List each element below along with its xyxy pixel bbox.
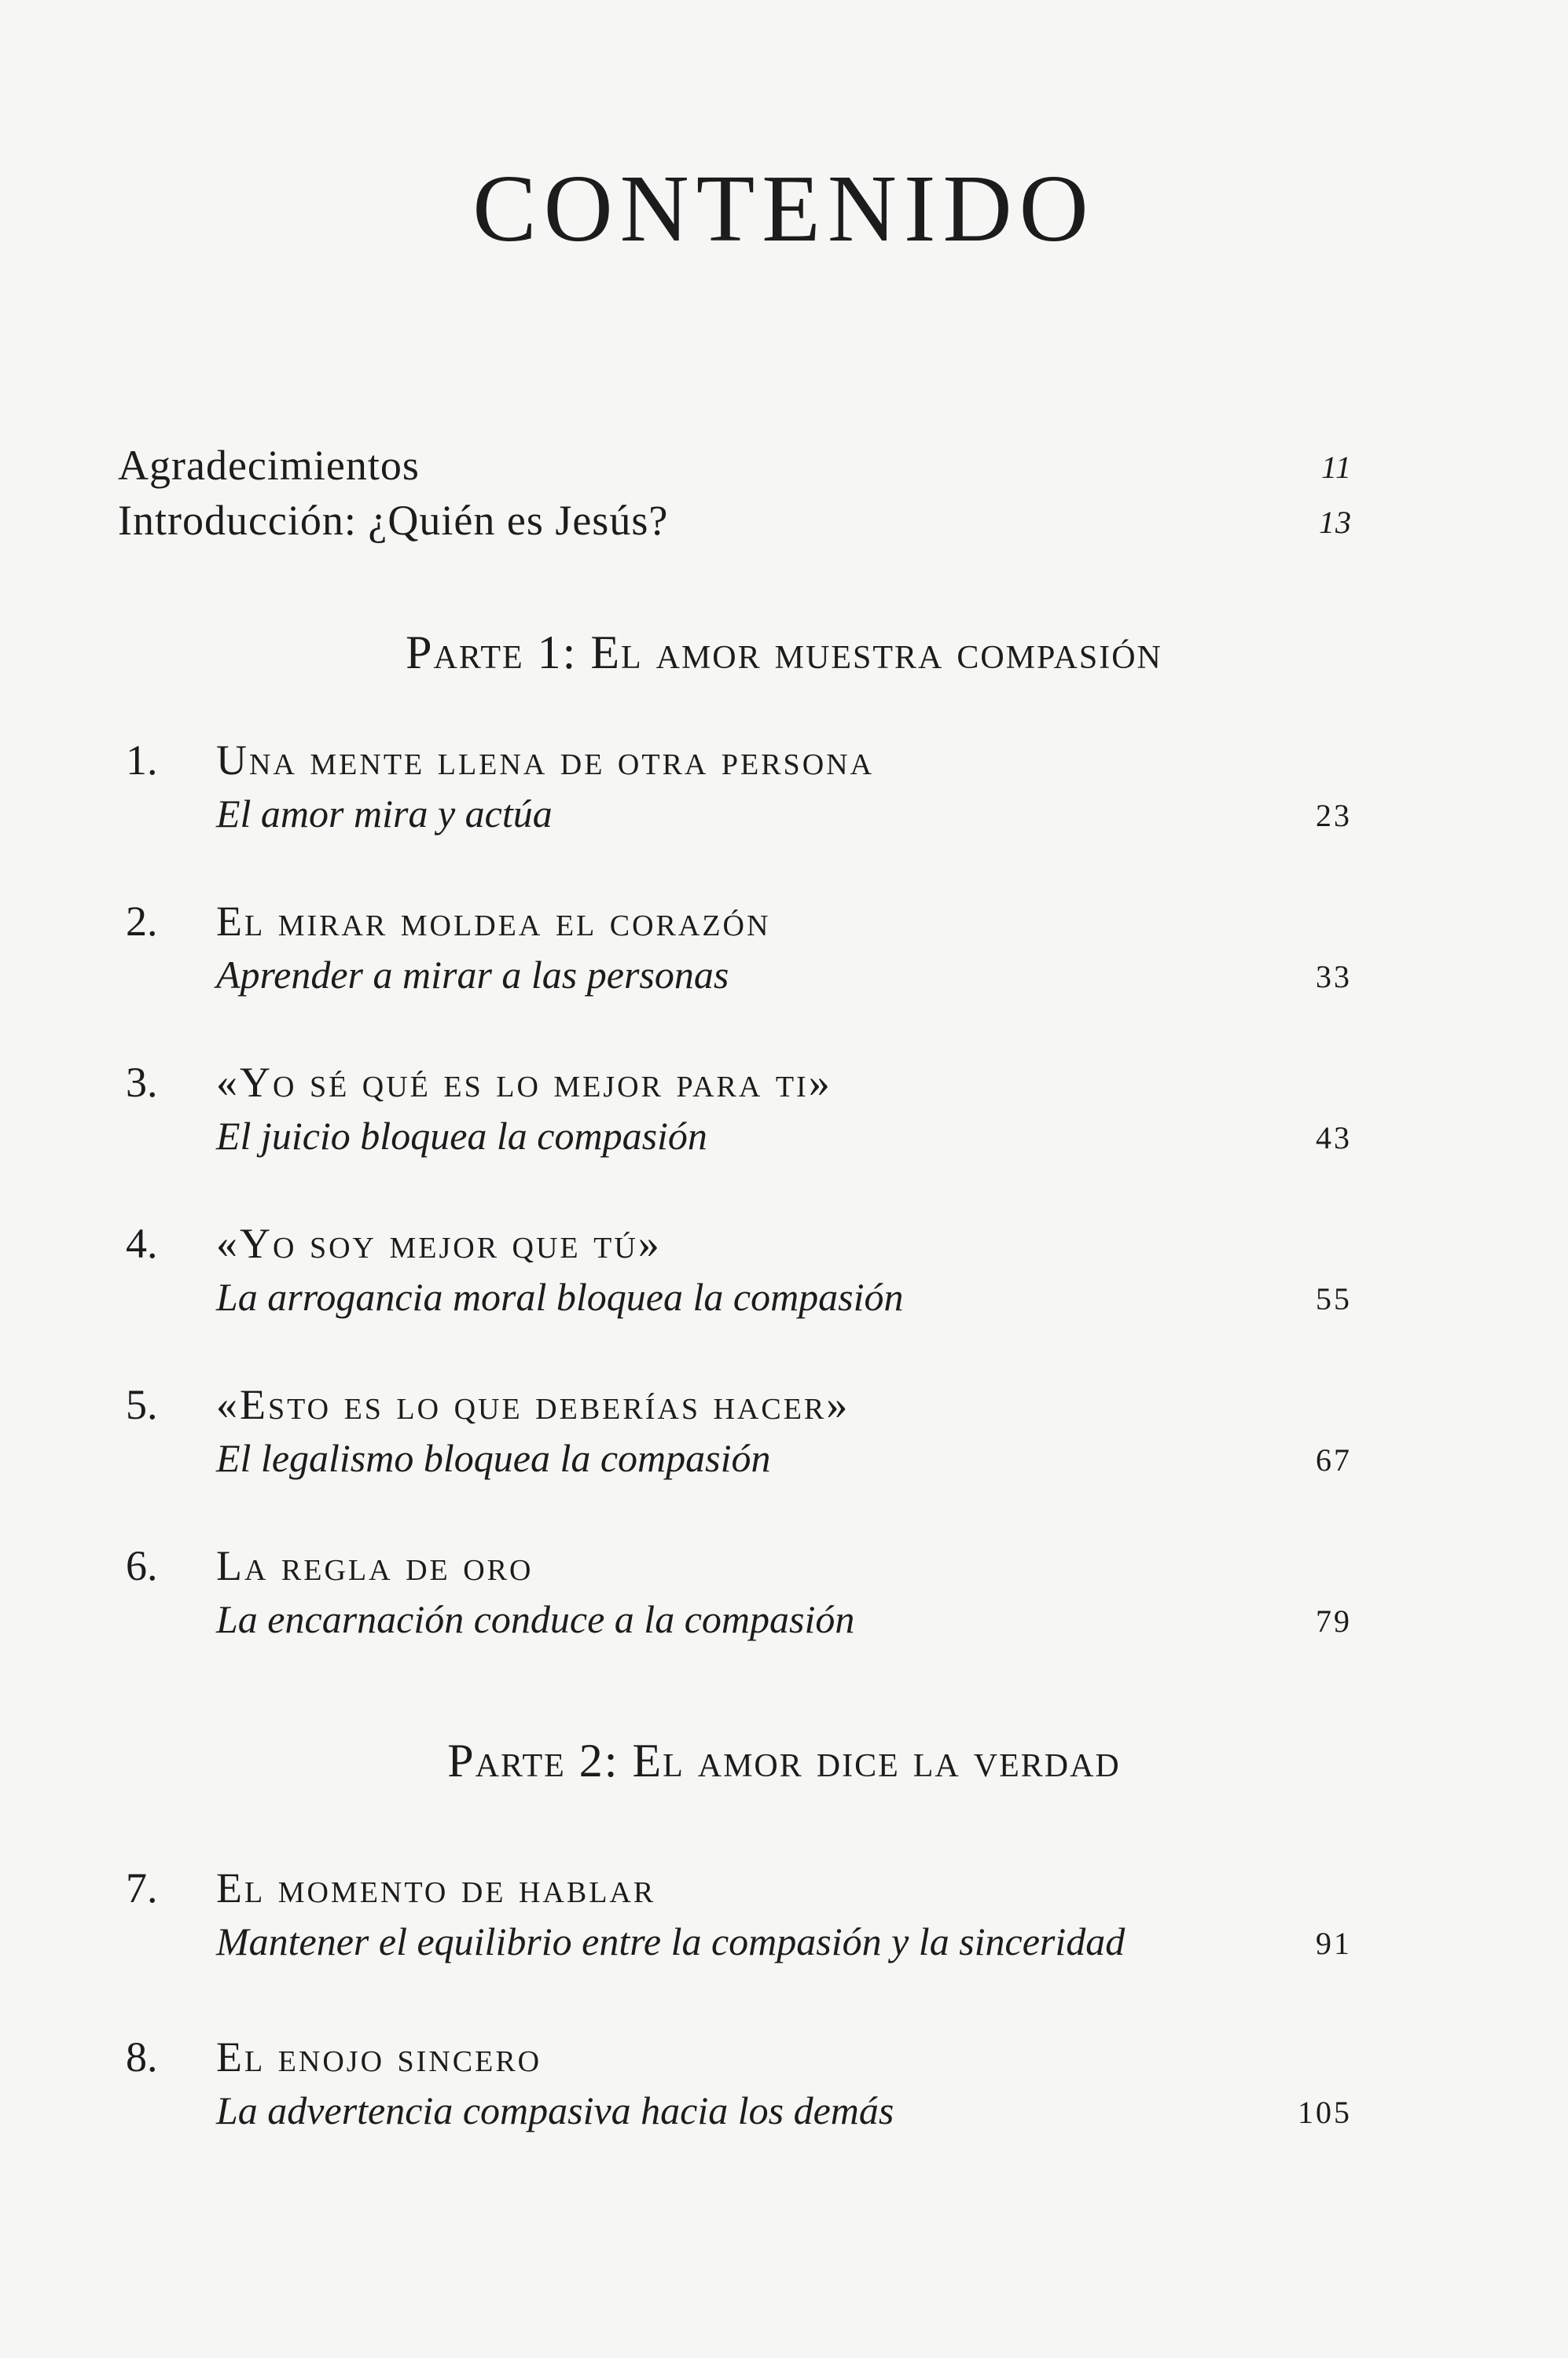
toc-entry-label: Agradecimientos — [118, 442, 420, 489]
chapter-page-number: 23 — [1316, 798, 1352, 833]
chapter-number: 5. — [126, 1381, 158, 1428]
chapter-number: 6. — [126, 1542, 158, 1589]
chapter-page-number: 55 — [1316, 1281, 1352, 1317]
toc-chapter[interactable] — [126, 736, 1352, 849]
chapter-title: La regla de oro — [216, 1542, 534, 1589]
chapter-title: El momento de hablar — [216, 1864, 656, 1912]
chapter-page-number: 43 — [1316, 1120, 1352, 1155]
chapter-page-number: 105 — [1298, 2095, 1352, 2130]
toc-chapter[interactable] — [126, 1864, 1352, 1977]
toc-chapter[interactable] — [126, 1544, 1352, 1655]
chapter-subtitle: Aprender a mirar a las personas — [216, 953, 729, 997]
toc-chapter[interactable] — [126, 1383, 1352, 1493]
part-heading: Parte 1: El amor muestra compasión — [406, 626, 1162, 678]
chapter-number: 2. — [126, 898, 158, 945]
chapter-subtitle: El legalismo bloquea la compasión — [216, 1436, 771, 1480]
chapter-title: «Yo sé qué es lo mejor para ti» — [216, 1059, 832, 1106]
chapter-subtitle: Mantener el equilibrio entre la compasión y la sinceridad — [216, 1919, 1126, 1963]
chapter-number: 8. — [126, 2033, 158, 2081]
chapter-subtitle: El juicio bloquea la compasión — [216, 1114, 707, 1158]
chapter-title: Una mente llena de otra persona — [216, 736, 875, 784]
chapter-number: 3. — [126, 1059, 158, 1106]
part-heading: Parte 2: El amor dice la verdad — [447, 1735, 1121, 1787]
chapter-number: 7. — [126, 1864, 158, 1912]
toc-page-number: 11 — [1320, 450, 1352, 485]
chapter-number: 4. — [126, 1220, 158, 1267]
toc-chapter[interactable] — [126, 1061, 1352, 1171]
chapter-subtitle: El amor mira y actúa — [216, 792, 553, 836]
chapter-title: El mirar moldea el corazón — [216, 898, 771, 945]
chapter-title: «Esto es lo que deberías hacer» — [216, 1381, 850, 1428]
chapter-title: El enojo sincero — [216, 2033, 542, 2081]
toc-chapter[interactable] — [126, 1222, 1352, 1332]
chapter-subtitle: La advertencia compasiva hacia los demás — [216, 2088, 894, 2132]
chapter-subtitle: La arrogancia moral bloquea la compasión — [216, 1275, 904, 1319]
toc-entry-label: Introducción: ¿Quién es Jesús? — [118, 497, 669, 544]
chapter-page-number: 79 — [1316, 1603, 1352, 1639]
chapter-number: 1. — [126, 736, 158, 784]
chapter-page-number: 33 — [1316, 959, 1352, 994]
chapter-page-number: 67 — [1316, 1442, 1352, 1478]
toc-chapter[interactable] — [126, 2033, 1352, 2146]
chapter-title: «Yo soy mejor que tú» — [216, 1220, 662, 1267]
toc-page-number: 13 — [1319, 505, 1352, 540]
page-title: CONTENIDO — [472, 156, 1096, 262]
chapter-subtitle: La encarnación conduce a la compasión — [216, 1597, 855, 1641]
toc-chapter[interactable] — [126, 900, 1352, 1010]
chapter-page-number: 91 — [1316, 1926, 1352, 1961]
